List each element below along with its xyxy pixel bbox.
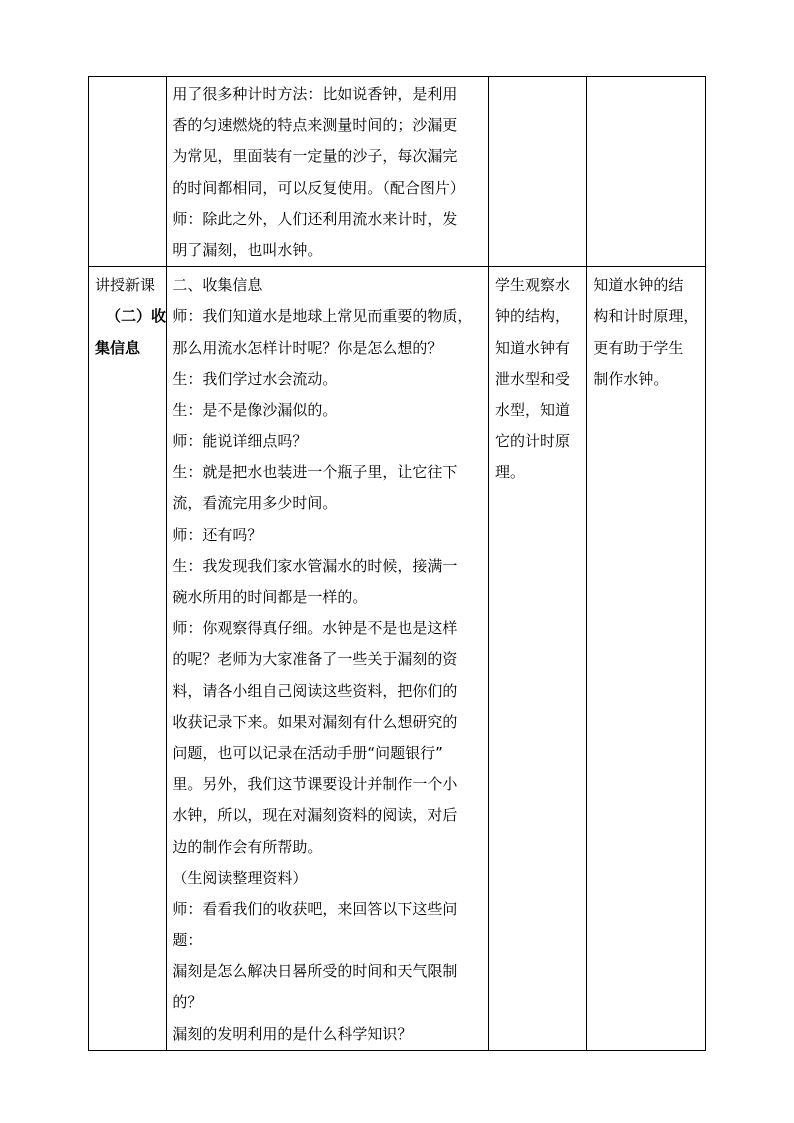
stage-label: 讲授新课	[95, 276, 156, 295]
text-line: 构和计时原理，	[593, 307, 699, 326]
text-line: 学生观察水	[494, 276, 570, 295]
text-line: 问题，也可以记录在活动手册“问题银行”	[172, 743, 443, 762]
table-row	[89, 267, 706, 1051]
content-cell	[167, 77, 489, 267]
stage-cell	[89, 77, 167, 267]
table-row	[89, 77, 706, 267]
text-line: 香的匀速燃烧的特点来测量时间的；沙漏更	[172, 116, 458, 135]
text-line: 更有助于学生	[593, 338, 684, 357]
text-line: 的？	[172, 993, 203, 1012]
student-activity-text	[489, 270, 586, 488]
student-activity-cell	[488, 77, 586, 267]
text-line: 漏刻的发明利用的是什么科学知识？	[172, 1024, 413, 1043]
text-line: 生：我们学过水会流动。	[172, 369, 338, 388]
design-intent-cell	[587, 267, 706, 1051]
text-line: （生阅读整理资料）	[172, 868, 308, 887]
text-line: 收获记录下来。如果对漏刻有什么想研究的	[172, 712, 458, 731]
text-line: 流，看流完用多少时间。	[172, 494, 338, 513]
text-line: 二、收集信息	[172, 276, 263, 295]
design-intent-text	[587, 270, 705, 395]
text-line: 水钟，所以，现在对漏刻资料的阅读，对后	[172, 806, 458, 825]
text-line: 题：	[172, 931, 203, 950]
text-line: 生：我发现我们家水管漏水的时候，接满一	[172, 556, 458, 575]
text-line: 用了很多种计时方法：比如说香钟，是利用	[172, 85, 458, 103]
text-line: 的呢？老师为大家准备了一些关于漏刻的资	[172, 650, 458, 669]
text-line: 知道水钟的结	[593, 276, 684, 295]
text-line: 生：就是把水也装进一个瓶子里，让它往下	[172, 463, 458, 482]
text-line: 料，请各小组自己阅读这些资料，把你们的	[172, 681, 458, 700]
text-line: 它的计时原	[494, 432, 570, 451]
text-line: 明了漏刻，也叫水钟。	[172, 240, 323, 259]
text-line: 泄水型和受	[494, 369, 570, 388]
lesson-plan-table	[88, 76, 706, 1051]
text-line: 师：我们知道水是地球上常见而重要的物质，	[172, 307, 473, 326]
content-cell	[167, 267, 489, 1051]
text-line: 水型，知道	[494, 400, 570, 419]
text-line: 师：你观察得真仔细。水钟是不是也是这样	[172, 619, 458, 638]
text-line: 生：是不是像沙漏似的。	[172, 400, 338, 419]
text-line: 师：除此之外，人们还利用流水来计时，发	[172, 209, 458, 228]
text-line: 师：还有吗？	[172, 525, 263, 544]
text-line: 里。另外，我们这节课要设计并制作一个小	[172, 775, 458, 794]
stage-subtitle: （二）收	[106, 307, 167, 326]
text-line: 那么用流水怎样计时呢？你是怎么想的？	[172, 338, 443, 357]
text-line: 知道水钟有	[494, 338, 570, 357]
content-text	[167, 79, 488, 266]
student-activity-cell	[488, 267, 586, 1051]
design-intent-cell	[587, 77, 706, 267]
text-line: 边的制作会有所帮助。	[172, 837, 323, 856]
content-text	[167, 270, 488, 1050]
text-line: 制作水钟。	[593, 369, 669, 388]
text-line: 漏刻是怎么解决日晷所受的时间和天气限制	[172, 962, 458, 981]
stage-subtitle-cont: 集信息	[95, 338, 141, 357]
text-line: 师：看看我们的收获吧，来回答以下这些问	[172, 899, 458, 918]
stage-cell	[89, 267, 167, 1051]
text-line: 钟的结构，	[494, 307, 570, 326]
text-line: 的时间都相同，可以反复使用。（配合图片）	[172, 178, 465, 197]
text-line: 为常见，里面装有一定量的沙子，每次漏完	[172, 147, 458, 166]
text-line: 理。	[494, 463, 525, 482]
text-line: 师：能说详细点吗？	[172, 432, 308, 451]
text-line: 碗水所用的时间都是一样的。	[172, 588, 368, 606]
